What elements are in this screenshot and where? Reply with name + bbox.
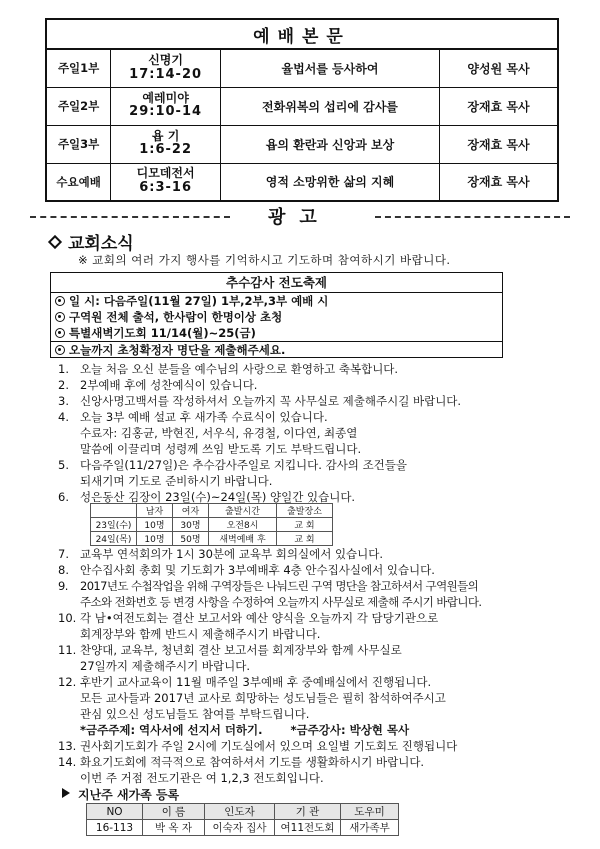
list-item: 2. 2부예배 후에 성찬예식이 있습니다. [58, 378, 258, 392]
ads-heading [30, 203, 570, 229]
list-item: 13. 권사회기도회가 주일 2시에 기도실에서 있으며 요일별 기도회도 진행됩니다 [58, 739, 458, 753]
list-item-continued: 수료자: 김홍균, 박현진, 서우식, 유경철, 이다연, 최종열 [80, 426, 358, 440]
table-cell: 23일(수) [91, 518, 137, 532]
list-item: 9. 2017년도 수첩작업을 위해 구역장들은 나눠드린 구역 명단을 참고하셔서 구역원들의 [58, 579, 479, 593]
notice-title: 추수감사 전도축제 [51, 273, 502, 293]
table-header-row [87, 804, 399, 820]
bullet-circle-icon [55, 312, 65, 322]
sermon-title: 영적 소망위한 삶의 지혜 [220, 163, 439, 201]
list-item: 8. 안수집사회 총회 및 기도회가 3부예배후 4층 안수집사실에서 있습니다. [58, 563, 435, 577]
table-header [91, 504, 137, 518]
scripture: 디모데전서 6:3-16 [111, 163, 221, 201]
table-cell: 박 옥 자 [143, 820, 205, 836]
service-name: 주일1부 [46, 49, 111, 87]
worship-title: 예배본문 [46, 19, 558, 49]
worship-row [46, 125, 558, 163]
list-item: 11. 찬양대, 교육부, 청년회 결산 보고서를 회계장부와 함께 사무실로 [58, 643, 402, 657]
list-item: 3. 신앙사명고백서를 작성하셔서 오늘까지 꼭 사무실로 제출해주시길 바랍니다. [58, 394, 462, 408]
list-item-continued: 이번 주 거점 전도기관은 여 1,2,3 전도회입니다. [80, 771, 324, 785]
table-header: 도우미 [341, 804, 399, 820]
kimjang-table [90, 503, 333, 546]
worship-row [46, 49, 558, 87]
list-item-continued: 모든 교사들과 2017년 교사로 희망하는 성도님들은 필히 참석하여주시고 [80, 691, 446, 705]
table-header: 출발시간 [209, 504, 277, 518]
registration-title: 지난주 새가족 등록 [62, 786, 179, 803]
table-header: 기 관 [275, 804, 341, 820]
triangle-bullet-icon [62, 788, 70, 798]
list-item-continued: *금주주제: 역사서에 선지서 더하기. *금주강사: 박상현 목사 [80, 723, 410, 737]
table-header-row [91, 504, 333, 518]
bullet-circle-icon [55, 296, 65, 306]
bullet-circle-icon [55, 328, 65, 338]
sermon-title: 욥의 환란과 신앙과 보상 [220, 125, 439, 163]
sermon-title: 전화위복의 섭리에 감사를 [220, 87, 439, 125]
table-cell: 30명 [173, 518, 209, 532]
table-header: 출발장소 [277, 504, 333, 518]
divider [30, 216, 230, 218]
list-item-continued: 말씀에 이끌리며 성령께 쓰임 받도록 기도 부탁드립니다. [80, 442, 362, 456]
notice-line: 특별새벽기도회 11/14(월)~25(금) [51, 325, 502, 341]
list-item-continued: 되새기며 기도로 준비하시기 바랍니다. [80, 474, 273, 488]
table-row [91, 518, 333, 532]
bullet-circle-icon [55, 345, 65, 355]
table-cell: 10명 [137, 518, 173, 532]
table-header: 인도자 [205, 804, 275, 820]
table-cell: 이숙자 집사 [205, 820, 275, 836]
list-item: 14. 화요기도회에 적극적으로 참여하셔서 기도를 생활화하시기 바랍니다. [58, 755, 425, 769]
table-row [87, 820, 399, 836]
table-header: 남자 [137, 504, 173, 518]
registration-table [86, 803, 399, 836]
preacher: 양성원 목사 [439, 49, 558, 87]
service-name: 수요예배 [46, 163, 111, 201]
list-item-continued: 27일까지 제출해주시기 바랍니다. [80, 659, 251, 673]
worship-table [45, 18, 559, 202]
table-row [91, 532, 333, 546]
preacher: 장재효 목사 [439, 87, 558, 125]
list-item-continued: 관심 있으신 성도님들도 참여를 부탁드립니다. [80, 707, 310, 721]
table-cell: 새벽예배 후 [209, 532, 277, 546]
harvest-notice-box [50, 272, 503, 358]
service-name: 주일3부 [46, 125, 111, 163]
list-item-continued: 회계장부와 함께 반드시 제출해주시기 바랍니다. [80, 627, 321, 641]
table-cell: 교 회 [277, 532, 333, 546]
diamond-icon [48, 235, 62, 249]
list-item: 7. 교육부 연석회의가 1시 30분에 교육부 회의실에서 있습니다. [58, 547, 384, 561]
section-title: 교회소식 [50, 229, 134, 254]
scripture: 욥 기 1:6-22 [111, 125, 221, 163]
table-cell: 16-113 [87, 820, 143, 836]
scripture: 신명기 17:14-20 [111, 49, 221, 87]
list-item: 5. 다음주일(11/27일)은 추수감사주일로 지킵니다. 감사의 조건들을 [58, 458, 408, 472]
divider [375, 216, 570, 218]
sermon-title: 율법서를 등사하여 [220, 49, 439, 87]
notice-line: 오늘까지 초청확정자 명단을 제출해주세요. [51, 341, 502, 357]
table-cell: 새가족부 [341, 820, 399, 836]
section-note: ※ 교회의 여러 가지 행사를 기억하시고 기도하며 참여하시기 바랍니다. [78, 253, 451, 267]
scripture: 예레미야 29:10-14 [111, 87, 221, 125]
preacher: 장재효 목사 [439, 163, 558, 201]
table-header: 여자 [173, 504, 209, 518]
list-item: 1. 오늘 처음 오신 분들을 예수님의 사랑으로 환영하고 축복합니다. [58, 362, 399, 376]
list-item: 12. 후반기 교사교육이 11월 매주일 3부예배 후 중예배실에서 진행됩니다. [58, 675, 432, 689]
table-cell: 50명 [173, 532, 209, 546]
ads-heading-text: 광고 [268, 207, 331, 228]
table-cell: 오전8시 [209, 518, 277, 532]
table-header: 이 름 [143, 804, 205, 820]
notice-line: 구역원 전체 출석, 한사람이 한명이상 초청 [51, 309, 502, 325]
service-name: 주일2부 [46, 87, 111, 125]
list-item: 6. 성은동산 김장이 23일(수)~24일(목) 양일간 있습니다. [58, 490, 356, 504]
table-cell: 10명 [137, 532, 173, 546]
table-cell: 여11전도회 [275, 820, 341, 836]
list-item: 4. 오늘 3부 예배 설교 후 새가족 수료식이 있습니다. [58, 410, 328, 424]
table-header: NO [87, 804, 143, 820]
table-cell: 교 회 [277, 518, 333, 532]
notice-line: 일 시: 다음주일(11월 27일) 1부,2부,3부 예배 시 [51, 293, 502, 309]
list-item-continued: 주소와 전화번호 등 변경 사항을 수정하여 오늘까지 사무실로 제출해 주시기 바랍니다. [80, 595, 482, 609]
worship-row [46, 163, 558, 201]
worship-row [46, 87, 558, 125]
preacher: 장재효 목사 [439, 125, 558, 163]
table-cell: 24일(목) [91, 532, 137, 546]
list-item: 10. 각 남•여전도회는 결산 보고서와 예산 양식을 오늘까지 각 담당기관으로 [58, 611, 439, 625]
